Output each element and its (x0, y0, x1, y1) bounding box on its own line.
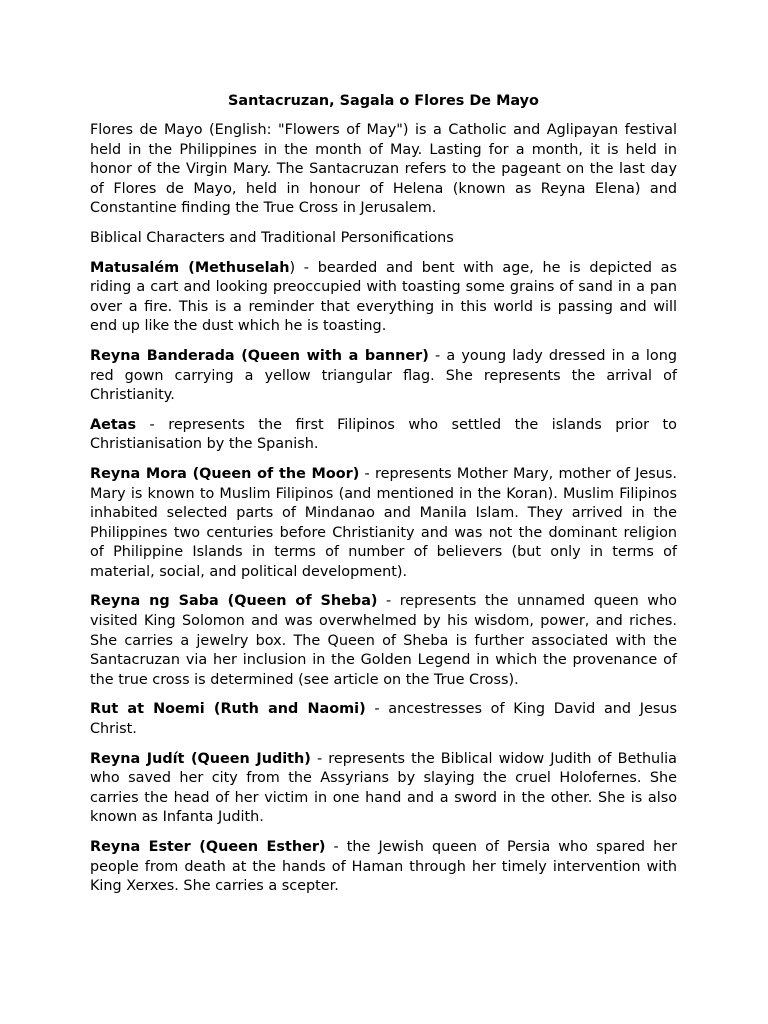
entry-text: - represents the unnamed queen who visited King Solomon and was overwhelmed by his wisdom, power, and riches. She carries a jewelry box. The Queen of Sheba is further associated with the Santacruzan via her inclusion in the Golden Legend in which the provenance of the true cross is determined (see article on the True Cross). (90, 593, 677, 688)
entry-text: - represents the Biblical widow Judith of Bethulia who saved her city from the Assyrians by slaying the cruel Holofernes. She carries the head of her victim in one hand and a sword in the other. She is also known as Infanta Judith. (90, 750, 677, 826)
entry-text: - a young lady dressed in a long red gown carrying a yellow triangular flag. She represents the arrival of Christianity. (90, 347, 677, 404)
document-page (90, 92, 677, 907)
entry-name: Matusalém (Methuselah (90, 259, 290, 276)
entry-text: ) - bearded and bent with age, he is depicted as riding a cart and looking preoccupied with toasting some grains of sand in a pan over a fire. This is a reminder that everything in this world is passing and will end up like the dust which he is toasting. (90, 259, 677, 335)
section-heading: Biblical Characters and Traditional Personifications (90, 229, 454, 246)
entry-name: Reyna Banderada (Queen with a banner) (90, 347, 429, 364)
entry-rut-at-noemi (90, 700, 677, 739)
document-title: Santacruzan, Sagala o Flores De Mayo (228, 93, 539, 109)
entry-name: Rut at Noemi (Ruth and Naomi) (90, 701, 366, 718)
entry-name: Reyna ng Saba (Queen of Sheba) (90, 593, 378, 610)
intro-paragraph: Flores de Mayo (English: "Flowers of May") is a Catholic and Aglipayan festival held in the Philippines in the month of May. Lasting for a month, it is held in honor of the Virgin Mary. The Santacruzan refers to the pageant on the last day of Flores de Mayo, held in honour of Helena (known as Reyna Elena) and Constantine finding the True Cross in Jerusalem. (90, 122, 677, 217)
entry-name: Reyna Ester (Queen Esther) (90, 839, 326, 855)
entry-name: Reyna Mora (Queen of the Moor) (90, 465, 360, 482)
entry-text: - the Jewish queen of Persia who spared her people from death at the hands of Haman through her timely intervention with King Xerxes. She carries a scepter. (90, 839, 677, 895)
entry-text: - represents the first Filipinos who settled the islands prior to Christianisation by the Spanish. (90, 416, 677, 453)
entry-reyna-judit (90, 750, 677, 828)
entry-reyna-ester (90, 838, 677, 897)
entry-methuselah (90, 259, 677, 337)
entry-name: Reyna Judít (Queen Judith) (90, 750, 311, 767)
entry-reyna-banderada (90, 347, 677, 406)
entry-text: - ancestresses of King David and Jesus Christ. (90, 701, 677, 738)
entry-reyna-mora (90, 465, 677, 583)
entry-reyna-ng-saba (90, 592, 677, 690)
entry-aetas (90, 416, 677, 455)
entry-name: Aetas (90, 416, 137, 433)
entry-text: - represents Mother Mary, mother of Jesus. Mary is known to Muslim Filipinos (and mentioned in the Koran). Muslim Filipinos inhabited selected parts of Mindanao and Manila Islam. They arrived in the Philippines two centuries before Christianity and was not the dominant religion of Philippine Islands in terms of number of believers (but only in terms of material, social, and political development). (90, 465, 677, 580)
